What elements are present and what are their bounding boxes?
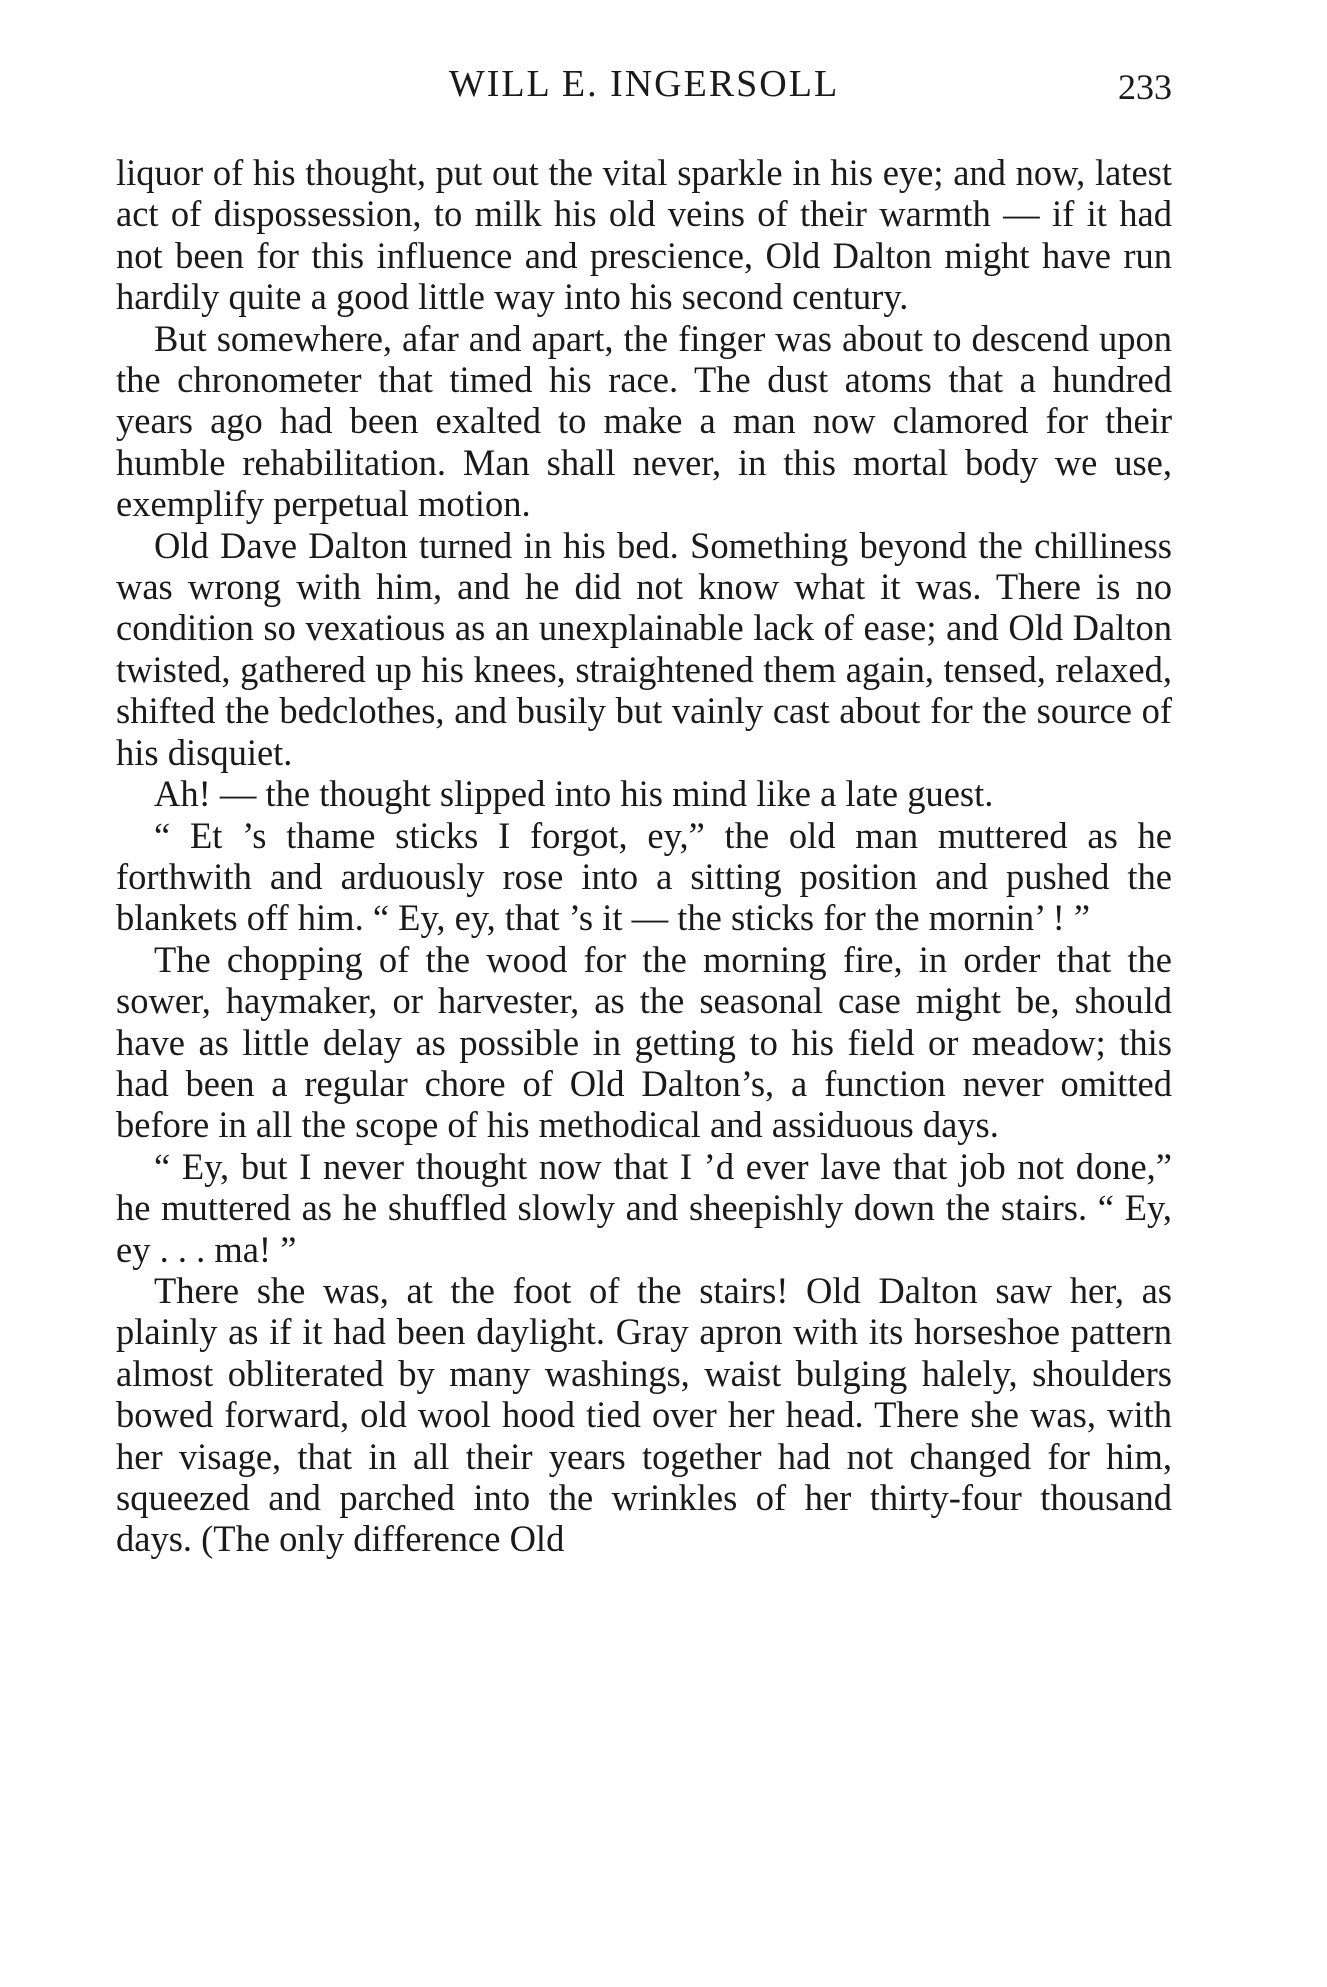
running-title: WILL E. INGERSOLL: [448, 63, 840, 105]
paragraph: Ah! — the thought slipped into his mind like a late guest.: [154, 773, 994, 815]
paragraph: “ Ey, but I never thought now that I ’d ever lave that job not done,” he muttered as he shuffled slowly and sheepishly down the stairs. “ Ey, ey . . . ma! ”: [116, 1145, 1172, 1270]
paragraph: There she was, at the foot of the stairs! Old Dalton saw her, as plainly as if it had been daylight. Gray apron with its horseshoe pattern almost obliterated by many washings, waist bulging halely, shoulders bowed forward, old wool hood tied over her head. There she was, with her visage, that in all their years together had not changed for him, squeezed and parched into the wrinkles of her thirty-four thousand days. (The only difference Old: [116, 1269, 1172, 1560]
paragraph: Old Dave Dalton turned in his bed. Something beyond the chilliness was wrong with him, and he did not know what it was. There is no condition so vexatious as an unexplainable lack of ease; and Old Dalton twisted, gathered up his knees, straightened them again, tensed, relaxed, shifted the bedclothes, and busily but vainly cast about for the source of his disquiet.: [116, 524, 1172, 773]
paragraph: “ Et ’s thame sticks I forgot, ey,” the old man muttered as he forthwith and arduously rose into a sitting position and pushed the blankets off him. “ Ey, ey, that ’s it — the sticks for the mornin’ ! ”: [116, 814, 1172, 939]
paragraph-continued: liquor of his thought, put out the vital sparkle in his eye; and now, latest act of dispossession, to milk his old veins of their warmth — if it had not been for this influence and prescience, Old Dalton might have run hardily quite a good little way into his second century.: [116, 152, 1172, 318]
body-text: [116, 152, 1172, 1560]
paragraph: But somewhere, afar and apart, the finger was about to descend upon the chronometer that timed his race. The dust atoms that a hundred years ago had been exalted to make a man now clamored for their humble rehabilitation. Man shall never, in this mortal body we use, exemplify perpetual motion.: [116, 317, 1172, 525]
running-head: [116, 62, 1172, 112]
page-number: 233: [1118, 67, 1172, 107]
paragraph: The chopping of the wood for the morning fire, in order that the sower, haymaker, or harvester, as the seasonal case might be, should have as little delay as possible in getting to his field or meadow; this had been a regular chore of Old Dalton’s, a function never omitted before in all the scope of his methodical and assiduous days.: [116, 938, 1172, 1146]
